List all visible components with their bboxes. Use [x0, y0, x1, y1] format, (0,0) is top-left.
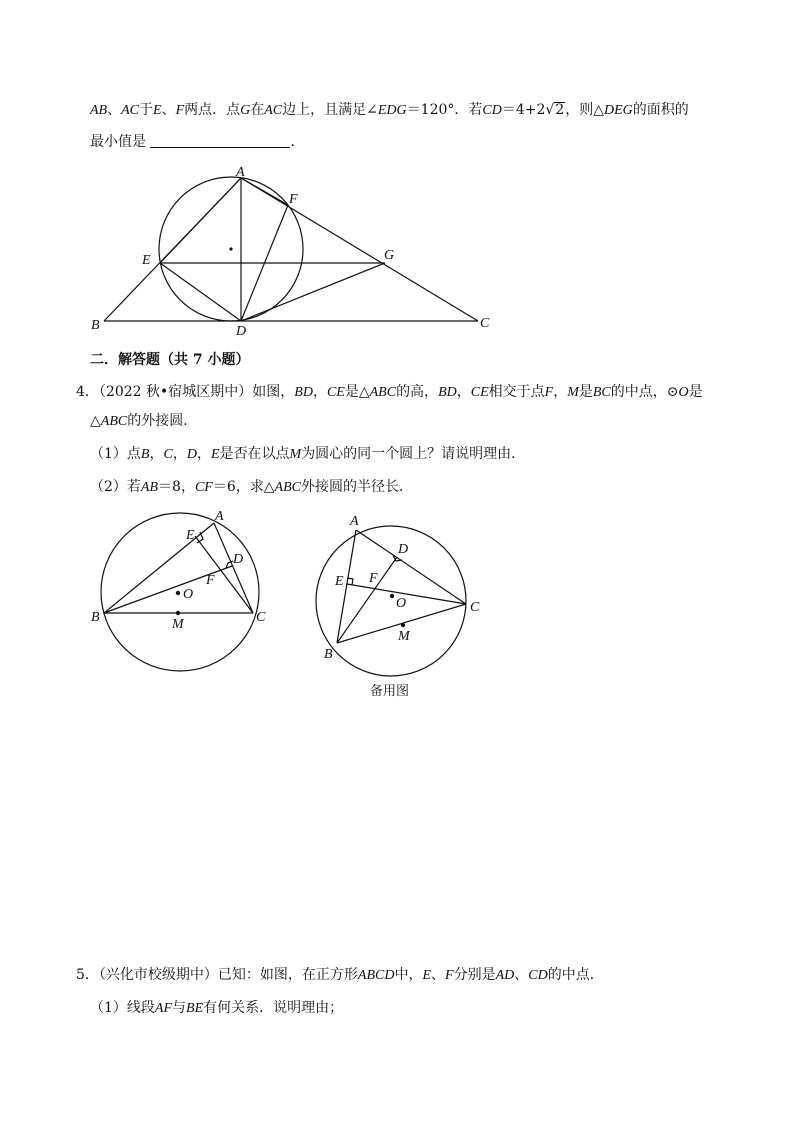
var: D — [186, 447, 197, 462]
text: ， — [456, 384, 471, 400]
label-D: D — [398, 542, 409, 557]
segment-BC — [337, 604, 466, 643]
q4-figure-backup — [316, 526, 466, 676]
label-E: E — [335, 574, 344, 589]
var: BD — [294, 385, 313, 400]
var: ABC — [274, 480, 301, 495]
var-F: F — [175, 103, 185, 118]
label-D: D — [233, 552, 244, 567]
var-DEG: DEG — [604, 103, 633, 118]
var-CD: CD — [482, 103, 502, 118]
q5-part1 — [90, 998, 343, 1019]
segment-CE — [347, 584, 466, 604]
text: 中， — [394, 967, 423, 983]
segment-BA — [104, 178, 241, 321]
label-A: A — [215, 509, 224, 524]
var-G: G — [240, 103, 251, 118]
sqrt-radicand: 2 — [555, 102, 565, 118]
var: M — [289, 447, 302, 462]
label-B: B — [91, 318, 100, 333]
text: ， — [172, 446, 187, 462]
text: 在 — [250, 102, 265, 118]
var-AC: AC — [264, 103, 283, 118]
text: 的面积的 — [632, 102, 689, 118]
label-O: O — [396, 596, 407, 611]
segment-AF — [241, 178, 288, 205]
label-F: F — [369, 571, 378, 586]
sqrt-sign: √ — [545, 102, 555, 118]
label-M: M — [172, 617, 184, 632]
var: E — [210, 447, 220, 462]
circle-O-backup — [316, 526, 466, 676]
var: ABCD — [357, 968, 395, 983]
question-number: 4． — [76, 384, 99, 400]
text: 为圆心的同一个圆上？请说明理由． — [301, 446, 526, 462]
text: ＝4+2 — [501, 102, 546, 118]
section-heading: 二．解答题（共 7 小题） — [90, 352, 250, 368]
var: CD — [528, 968, 548, 983]
var: B — [140, 447, 150, 462]
text: 的中点，⊙ — [610, 384, 679, 400]
right-angle-D — [393, 555, 402, 561]
text: 、 — [107, 102, 122, 118]
var: CF — [194, 480, 213, 495]
text: ＝120°．若 — [406, 102, 483, 118]
dot-M-backup — [401, 623, 405, 627]
text: 与 — [172, 1000, 187, 1016]
label-C: C — [256, 610, 266, 625]
label-A: A — [236, 165, 245, 180]
text: 边上，且满足∠ — [282, 102, 378, 118]
text: 最小值是 — [90, 134, 146, 150]
label-F: F — [289, 192, 298, 207]
var: M — [567, 385, 579, 400]
text: ． — [290, 134, 305, 150]
label-C: C — [480, 316, 490, 331]
var: AD — [495, 968, 515, 983]
var-E: E — [153, 103, 162, 118]
label-A: A — [350, 514, 359, 529]
var: AB — [140, 480, 159, 495]
var: BE — [186, 1001, 204, 1016]
segment-CE — [195, 536, 253, 613]
dot-M — [176, 611, 180, 615]
segment-EA — [160, 178, 241, 263]
var: ABC — [100, 414, 128, 429]
text: （1）线段 — [90, 1000, 155, 1016]
segment-BD — [337, 557, 397, 643]
var-AB: AB — [90, 103, 108, 118]
text: 的外接圆． — [127, 413, 198, 429]
segment-AB — [337, 530, 356, 643]
text: （2）若 — [90, 479, 141, 495]
label-M: M — [398, 629, 410, 644]
var: CE — [326, 385, 345, 400]
dot-O — [176, 591, 180, 595]
q3-center-dot — [229, 247, 232, 250]
label-F: F — [206, 573, 215, 588]
text: 两点．点 — [184, 102, 241, 118]
label-B: B — [324, 647, 333, 662]
question-source: （2022 秋•宿城区期中） — [98, 384, 253, 400]
segment-DF — [241, 205, 288, 321]
label-D: D — [236, 324, 247, 339]
var: BC — [592, 385, 611, 400]
q5-line1 — [76, 965, 604, 986]
text: ，则△ — [565, 102, 605, 118]
text: 如图， — [252, 384, 295, 400]
q4-line2 — [90, 411, 197, 432]
text: 有何关系．说明理由； — [203, 1000, 344, 1016]
text: 分别是 — [453, 967, 496, 983]
var: F — [445, 968, 454, 983]
q4-line1 — [76, 382, 703, 403]
text: 是否在以点 — [219, 446, 290, 462]
backup-figure-caption: 备用图 — [370, 684, 410, 699]
var: ABC — [369, 385, 397, 400]
text: 外接圆的半径长． — [300, 479, 413, 495]
text: 是 — [688, 384, 703, 400]
segment-AC — [214, 523, 253, 613]
var: BD — [438, 385, 457, 400]
label-G: G — [384, 248, 395, 263]
text: 是△ — [344, 384, 370, 400]
question-number: 5． — [76, 967, 99, 983]
right-angle-E — [197, 532, 203, 543]
segment-BD — [104, 566, 232, 613]
q3-text-line2 — [90, 132, 304, 152]
label-E: E — [186, 528, 195, 543]
var: F — [544, 385, 554, 400]
right-angle-E — [347, 578, 353, 585]
text: ， — [149, 446, 164, 462]
text: 于 — [139, 102, 153, 118]
label-C: C — [470, 600, 480, 615]
text: ＝8， — [158, 479, 195, 495]
segment-BA — [104, 523, 214, 613]
q4-part1 — [90, 444, 525, 465]
text: 、 — [161, 102, 176, 118]
segment-ED — [160, 263, 241, 321]
label-E: E — [142, 253, 151, 268]
question-source: （兴化市校级期中） — [98, 967, 218, 983]
q4-part2 — [90, 477, 413, 498]
q4-figure-main — [101, 513, 259, 671]
text: 是 — [578, 384, 593, 400]
var: AF — [154, 1001, 173, 1016]
circle-O — [101, 513, 259, 671]
segment-DG — [241, 263, 385, 321]
q3-circle — [159, 177, 303, 321]
var: C — [163, 447, 173, 462]
text: 、 — [514, 967, 529, 983]
var-EDG: EDG — [377, 103, 407, 118]
answer-blank[interactable] — [150, 133, 290, 148]
text: 的中点． — [547, 967, 604, 983]
var: CE — [470, 385, 489, 400]
label-O: O — [183, 587, 194, 602]
dot-O-backup — [390, 594, 394, 598]
segment-AC — [356, 530, 466, 604]
text: ， — [312, 384, 327, 400]
text: 的高， — [396, 384, 439, 400]
text: ， — [196, 446, 211, 462]
text: △ — [90, 413, 101, 429]
text: （1）点 — [90, 446, 141, 462]
var: O — [678, 385, 689, 400]
q3-text-line1 — [90, 100, 689, 121]
var-AC: AC — [121, 103, 139, 118]
label-B: B — [91, 610, 100, 625]
text: ， — [553, 384, 568, 400]
text: 相交于点 — [488, 384, 545, 400]
text: ＝6，求△ — [212, 479, 275, 495]
var: E — [422, 968, 432, 983]
text: 已知：如图，在正方形 — [217, 967, 358, 983]
segment-AC — [241, 178, 478, 321]
text: 、 — [431, 967, 446, 983]
right-angle-D — [226, 561, 233, 568]
